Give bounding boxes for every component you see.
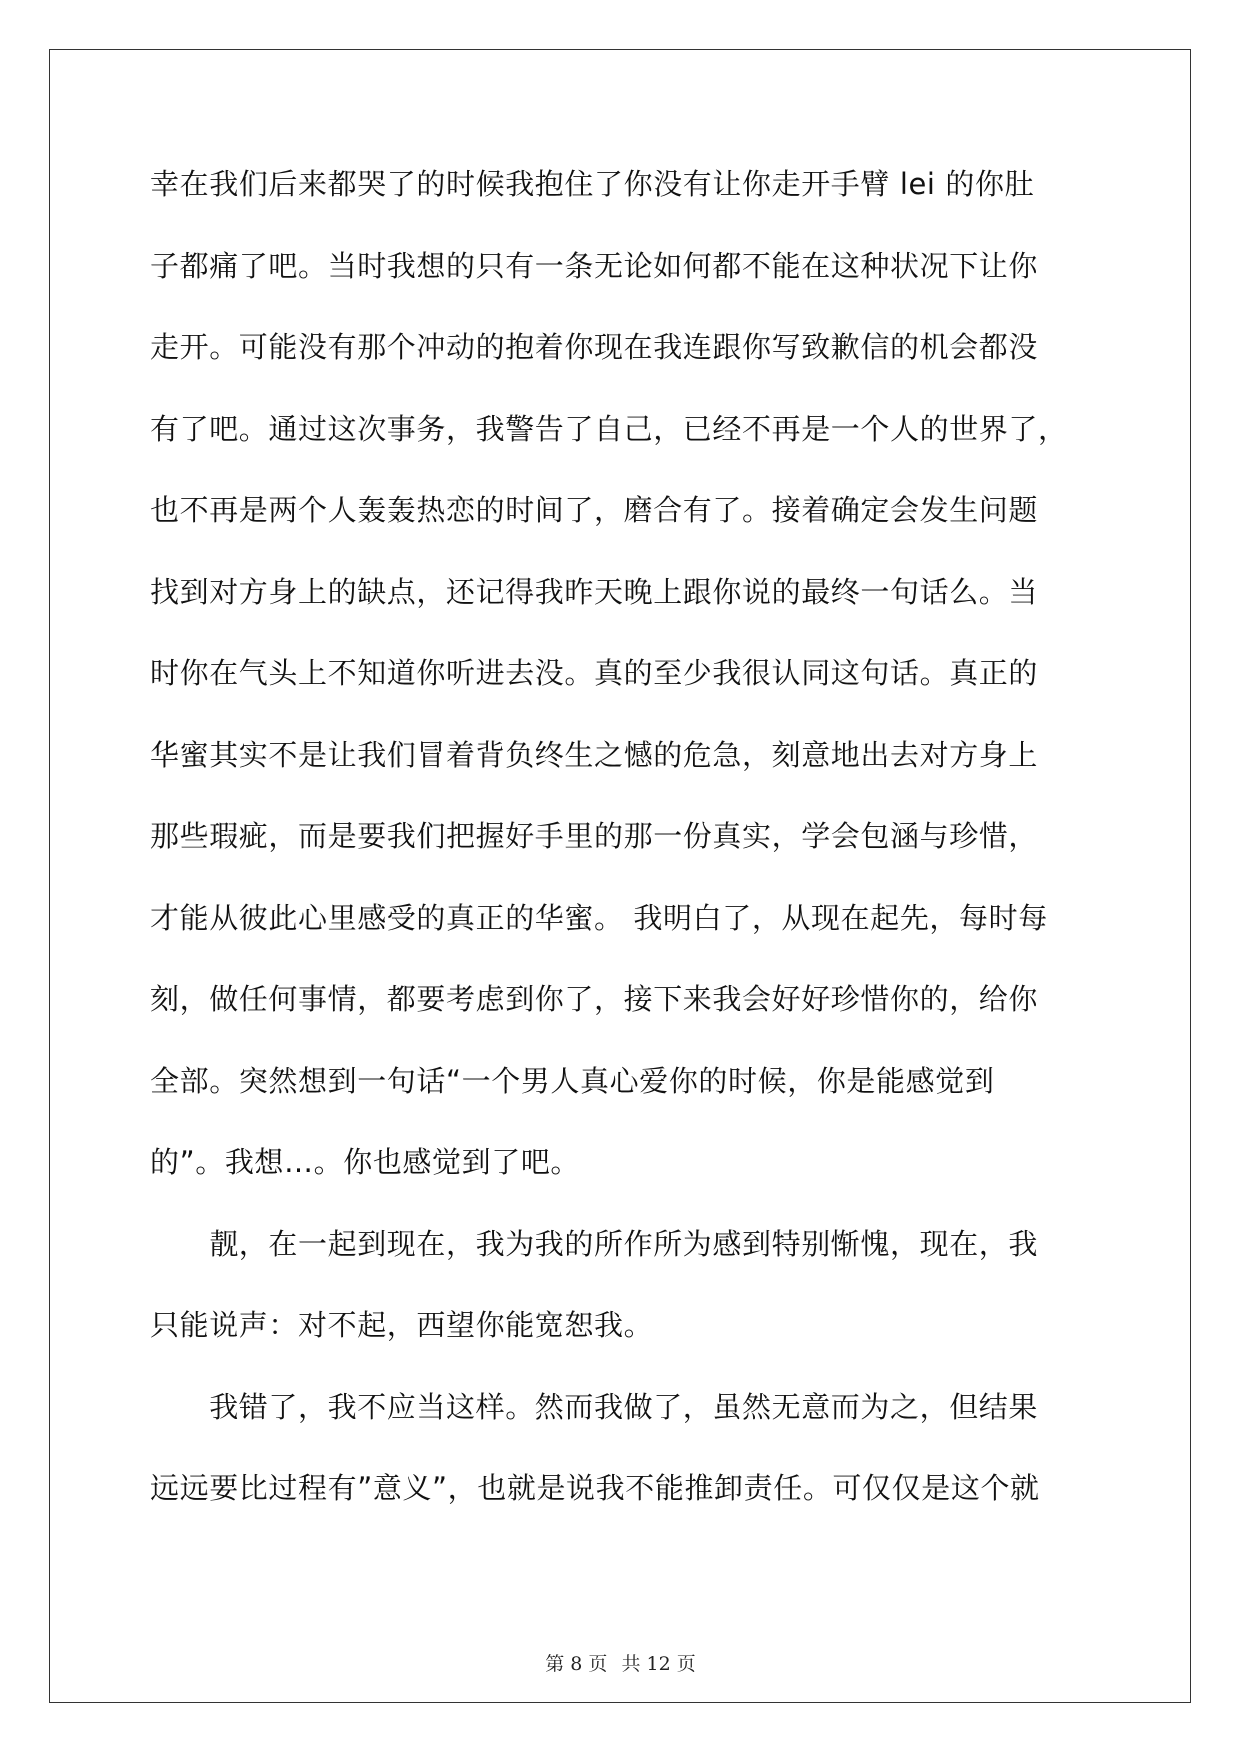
text-line: 远远要比过程有”意义”，也就是说我不能推卸责任。可仅仅是这个就 [150, 1471, 1040, 1505]
body-text [150, 164, 1110, 1550]
page-footer [0, 1649, 1241, 1676]
text-line: 走开。可能没有那个冲动的抱着你现在我连跟你写致歉信的机会都没 [150, 330, 1039, 364]
text-line: 才能从彼此心里感受的真正的华蜜。 我明白了，从现在起先，每时每 [150, 900, 1048, 935]
text-line: 全部。突然想到一句话“一个男人真心爱你的时候，你是能感觉到 [150, 1063, 995, 1098]
page-number-total: 共 12 页 [621, 1653, 696, 1675]
text-line: 找到对方身上的缺点，还记得我昨天晚上跟你说的最终一句话么。当 [150, 574, 1039, 609]
text-line: 也不再是两个人轰轰热恋的时间了，磨合有了。接着确定会发生问题 [150, 493, 1039, 527]
text-line: 华蜜其实不是让我们冒着背负终生之憾的危急，刻意地出去对方身上 [150, 737, 1039, 772]
text-line: 子都痛了吧。当时我想的只有一条无论如何都不能在这种状况下让你 [150, 248, 1039, 283]
text-line: 我错了，我不应当这样。然而我做了，虽然无意而为之，但结果 [150, 1389, 1039, 1424]
text-line: 刻，做任何事情，都要考虑到你了，接下来我会好好珍惜你的，给你 [150, 982, 1039, 1016]
text-line: 只能说声：对不起，西望你能宽恕我。 [150, 1308, 654, 1342]
text-line: 时你在气头上不知道你听进去没。真的至少我很认同这句话。真正的 [150, 656, 1039, 690]
text-line: 那些瑕疵，而是要我们把握好手里的那一份真实，学会包涵与珍惜， [150, 819, 1039, 853]
page-number-current: 第 8 页 [545, 1653, 608, 1675]
text-line: 靓，在一起到现在，我为我的所作所为感到特别惭愧，现在，我 [150, 1226, 1039, 1261]
text-line: 幸在我们后来都哭了的时候我抱住了你没有让你走开手臂 lei 的你肚 [150, 167, 1035, 201]
text-line: 的”。我想…。你也感觉到了吧。 [150, 1145, 581, 1179]
text-line: 有了吧。通过这次事务，我警告了自己，已经不再是一个人的世界了， [150, 411, 1068, 446]
